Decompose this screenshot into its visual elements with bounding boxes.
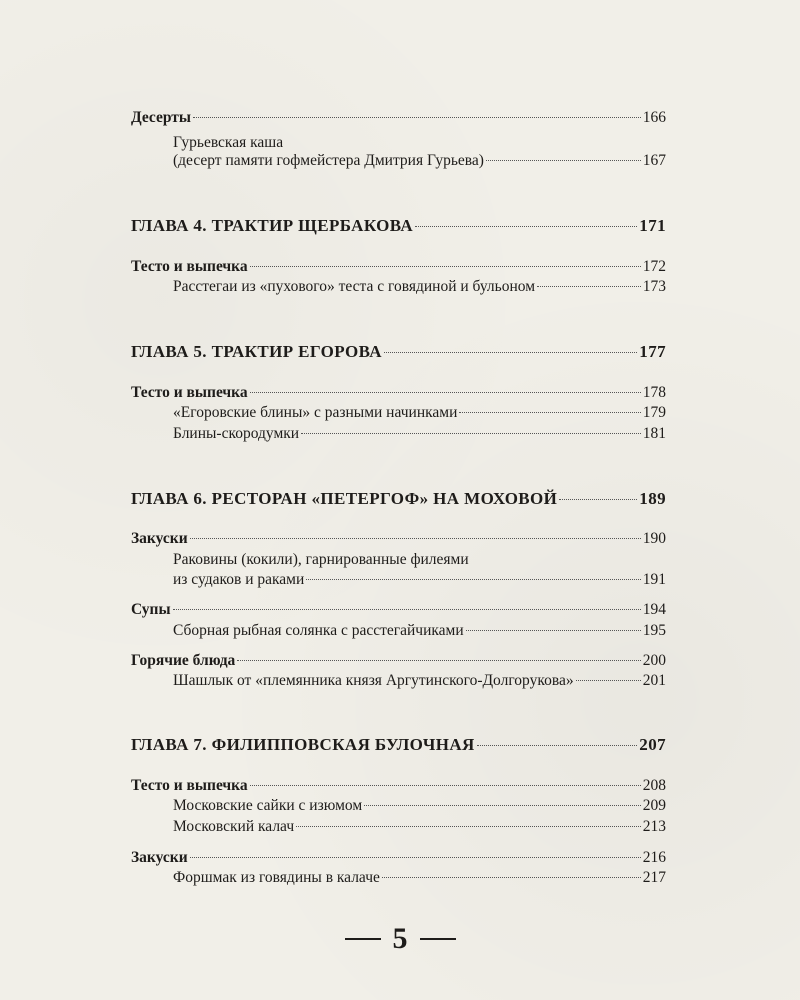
leader-dots — [306, 579, 640, 580]
leader-dots — [173, 609, 641, 610]
leader-dots — [190, 538, 641, 539]
toc-page-number: 172 — [642, 258, 666, 275]
toc-page-number: 213 — [642, 818, 666, 835]
toc-label: Закуски — [131, 530, 188, 547]
toc-entry[interactable] — [131, 424, 666, 444]
toc-chapter[interactable] — [131, 342, 666, 362]
toc-page-number: 216 — [642, 849, 666, 866]
toc-page-number: 207 — [639, 735, 666, 754]
toc-label: ГЛАВА 4. ТРАКТИР ЩЕРБАКОВА — [131, 216, 414, 235]
right-dash — [420, 938, 456, 941]
leader-dots — [250, 785, 641, 786]
toc-entry[interactable] — [131, 817, 666, 837]
toc-page-number: 179 — [642, 404, 666, 421]
leader-dots — [559, 499, 637, 500]
toc-label: Тесто и выпечка — [131, 258, 248, 275]
toc-entry[interactable] — [131, 621, 666, 641]
leader-dots — [250, 392, 641, 393]
toc-page-number: 208 — [642, 777, 666, 794]
toc-page-number: 194 — [642, 601, 666, 618]
toc-entry[interactable] — [131, 151, 666, 171]
toc-label: Горячие блюда — [131, 652, 236, 669]
leader-dots — [250, 266, 641, 267]
toc-page-number: 209 — [642, 797, 666, 814]
toc-label: ГЛАВА 7. ФИЛИППОВСКАЯ БУЛОЧНАЯ — [131, 735, 475, 754]
toc-entry[interactable] — [131, 671, 666, 691]
toc-label: ГЛАВА 6. РЕСТОРАН «ПЕТЕРГОФ» НА МОХОВОЙ — [131, 489, 558, 508]
leader-dots — [459, 412, 640, 413]
toc-page-number: 166 — [642, 109, 666, 126]
leader-dots — [237, 660, 640, 661]
toc-label: Тесто и выпечка — [131, 777, 248, 794]
leader-dots — [301, 433, 641, 434]
toc-entry[interactable] — [131, 796, 666, 816]
leader-dots — [296, 826, 641, 827]
toc-page-number: 201 — [642, 672, 666, 689]
leader-dots — [382, 877, 641, 878]
leader-dots — [415, 226, 637, 227]
toc-page-number: 190 — [642, 530, 666, 547]
toc-page-number: 191 — [642, 571, 666, 588]
toc-label: Московские сайки с изюмом — [173, 797, 363, 814]
leader-dots — [364, 805, 641, 806]
toc-page-number: 167 — [642, 152, 666, 169]
toc-entry[interactable] — [131, 570, 666, 590]
toc-page-number: 181 — [642, 425, 666, 442]
toc-category[interactable] — [131, 108, 666, 128]
toc-category[interactable] — [131, 257, 666, 277]
leader-dots — [190, 857, 641, 858]
toc-chapter[interactable] — [131, 489, 666, 509]
toc-chapter[interactable] — [131, 216, 666, 236]
leader-dots — [486, 160, 641, 161]
leader-dots — [193, 117, 641, 118]
toc-label: из судаков и раками — [173, 571, 305, 588]
toc-page-number: 200 — [642, 652, 666, 669]
toc-label: Шашлык от «племянника князя Аргутинского-Долгорукова» — [173, 672, 574, 689]
toc-entry[interactable] — [131, 277, 666, 297]
toc-label: Блины-скородумки — [173, 425, 300, 442]
toc-label: ГЛАВА 5. ТРАКТИР ЕГОРОВА — [131, 342, 382, 361]
toc-label: Форшмак из говядины в калаче — [173, 869, 380, 886]
leader-dots — [477, 745, 638, 746]
leader-dots — [576, 680, 641, 681]
toc-category[interactable] — [131, 848, 666, 868]
toc-page-number: 178 — [642, 384, 666, 401]
toc-line-text: Гурьевская каша — [173, 134, 284, 151]
toc-page-number: 189 — [639, 489, 666, 508]
toc-category[interactable] — [131, 600, 666, 620]
toc-category[interactable] — [131, 651, 666, 671]
left-dash — [345, 938, 381, 941]
toc-label: Закуски — [131, 849, 188, 866]
toc-page-number: 177 — [639, 342, 666, 361]
toc-category[interactable] — [131, 529, 666, 549]
toc-chapter[interactable] — [131, 735, 666, 755]
toc-line-text: Раковины (кокили), гарнированные филеями — [173, 551, 469, 568]
toc-entry[interactable] — [131, 403, 666, 423]
toc-label: Супы — [131, 601, 171, 618]
toc-page-number: 195 — [642, 622, 666, 639]
toc-label: Сборная рыбная солянка с расстегайчиками — [173, 622, 464, 639]
toc-label: (десерт памяти гофмейстера Дмитрия Гурьева) — [173, 152, 484, 169]
toc-category[interactable] — [131, 776, 666, 796]
toc-page-number: 171 — [639, 216, 666, 235]
toc-page-number: 217 — [642, 869, 666, 886]
toc-label: Московский калач — [173, 818, 295, 835]
page-number — [0, 922, 800, 956]
toc-page-number: 173 — [642, 278, 666, 295]
leader-dots — [384, 352, 637, 353]
toc-category[interactable] — [131, 383, 666, 403]
page-number-value: 5 — [392, 922, 408, 955]
toc-label: «Егоровские блины» с разными начинками — [173, 404, 458, 421]
toc-label: Тесто и выпечка — [131, 384, 248, 401]
toc-label: Десерты — [131, 109, 192, 126]
leader-dots — [466, 630, 641, 631]
toc-label: Расстегаи из «пухового» теста с говядиной и бульоном — [173, 278, 536, 295]
toc-entry[interactable] — [131, 868, 666, 888]
leader-dots — [537, 286, 641, 287]
